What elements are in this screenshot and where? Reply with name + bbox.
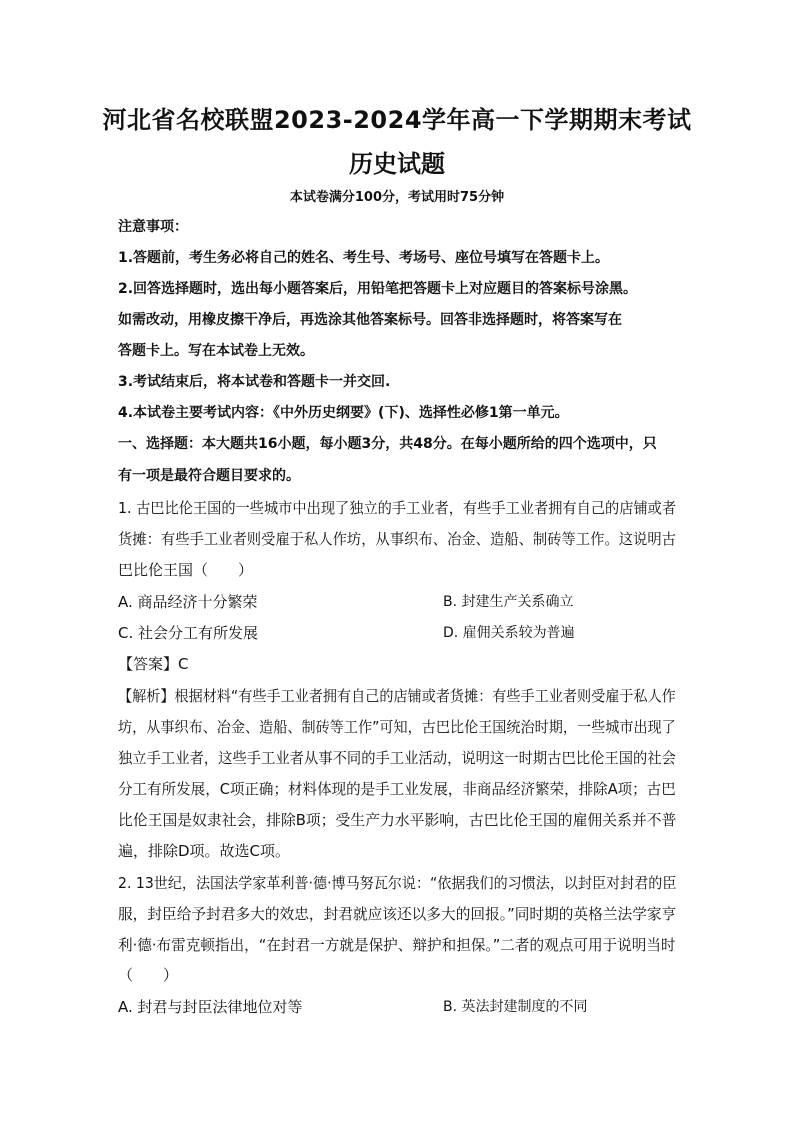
q1-option-d: D. 雇佣关系较为普遍	[443, 625, 575, 641]
section-instruction: 一、选择题：本大题共16小题，每小题3分，共48分。在每小题所给的四个选项中，只	[118, 436, 657, 452]
q1-option-c: C. 社会分工有所发展	[118, 624, 259, 642]
note-4: 4.本试卷主要考试内容：《中外历史纲要》(下)、选择性必修1第一单元。	[118, 405, 569, 421]
note-2-cont: 如需改动，用橡皮擦干净后，再选涂其他答案标号。回答非选择题时，将答案写在	[118, 312, 622, 328]
q1-explanation-5: 比伦王国是奴隶社会，排除B项；受生产力水平影响，古巴比伦王国的雇佣关系并不普	[118, 811, 677, 829]
question-2-stem: 2. 13世纪，法国法学家革利普·德·博马努瓦尔说：“依据我们的习惯法，以封臣对封君的臣	[118, 874, 677, 892]
q1-explanation-3: 独立手工业者，这些手工业者从事不同的手工业活动，说明这一时期古巴比伦王国的社会	[118, 749, 676, 767]
q1-answer: 【答案】C	[118, 655, 189, 673]
q2-option-b: B. 英法封建制度的不同	[443, 999, 588, 1015]
question-2-stem-cont: 服，封臣给予封君多大的效忠，封君就应该还以多大的回报。”同时期的英格兰法学家亨	[118, 905, 677, 923]
note-2-end: 答题卡上。写在本试卷上无效。	[118, 343, 314, 359]
exam-subject: 历史试题	[349, 150, 445, 178]
question-1-stem-cont: 货摊：有些手工业者则受雇于私人作坊，从事织布、冶金、造船、制砖等工作。这说明古	[118, 530, 676, 548]
exam-title: 河北省名校联盟2023-2024学年高一下学期期末考试	[102, 106, 692, 134]
q1-option-b: B. 封建生产关系确立	[443, 594, 574, 610]
q1-option-a: A. 商品经济十分繁荣	[118, 593, 258, 611]
question-2-stem-end: （ ）	[118, 966, 179, 984]
exam-meta: 本试卷满分100分，考试用时75分钟	[289, 190, 505, 205]
note-1: 1.答题前，考生务必将自己的姓名、考生号、考场号、座位号填写在答题卡上。	[118, 250, 610, 266]
q1-explanation-6: 遍，排除D项。故选C项。	[118, 842, 291, 860]
question-2-stem-cont2: 利·德·布雷克顿指出，“在封君一方就是保护、辩护和担保。”二者的观点可用于说明当时	[118, 936, 676, 954]
note-2: 2.回答选择题时，选出每小题答案后，用铅笔把答题卡上对应题目的答案标号涂黑。	[118, 281, 638, 297]
q1-explanation-1: 【解析】根据材料“有些手工业者拥有自己的店铺或者货摊：有些手工业者则受雇于私人作	[118, 687, 676, 705]
question-1-stem: 1. 古巴比伦王国的一些城市中出现了独立的手工业者，有些手工业者拥有自己的店铺或者	[118, 499, 677, 517]
section-instruction-cont: 有一项是最符合题目要求的。	[118, 468, 300, 484]
question-1-stem-end: 巴比伦王国（ ）	[118, 561, 254, 579]
q2-option-a: A. 封君与封臣法律地位对等	[118, 998, 303, 1016]
q1-explanation-2: 坊，从事织布、冶金、造船、制砖等工作”可知，古巴比伦王国统治时期，一些城市出现了	[118, 718, 676, 736]
note-3: 3.考试结束后，将本试卷和答题卡一并交回.	[118, 374, 391, 390]
q1-explanation-4: 分工有所发展，C项正确；材料体现的是手工业发展，非商品经济繁荣，排除A项；古巴	[118, 780, 676, 798]
notes-heading: 注意事项：	[118, 219, 188, 235]
